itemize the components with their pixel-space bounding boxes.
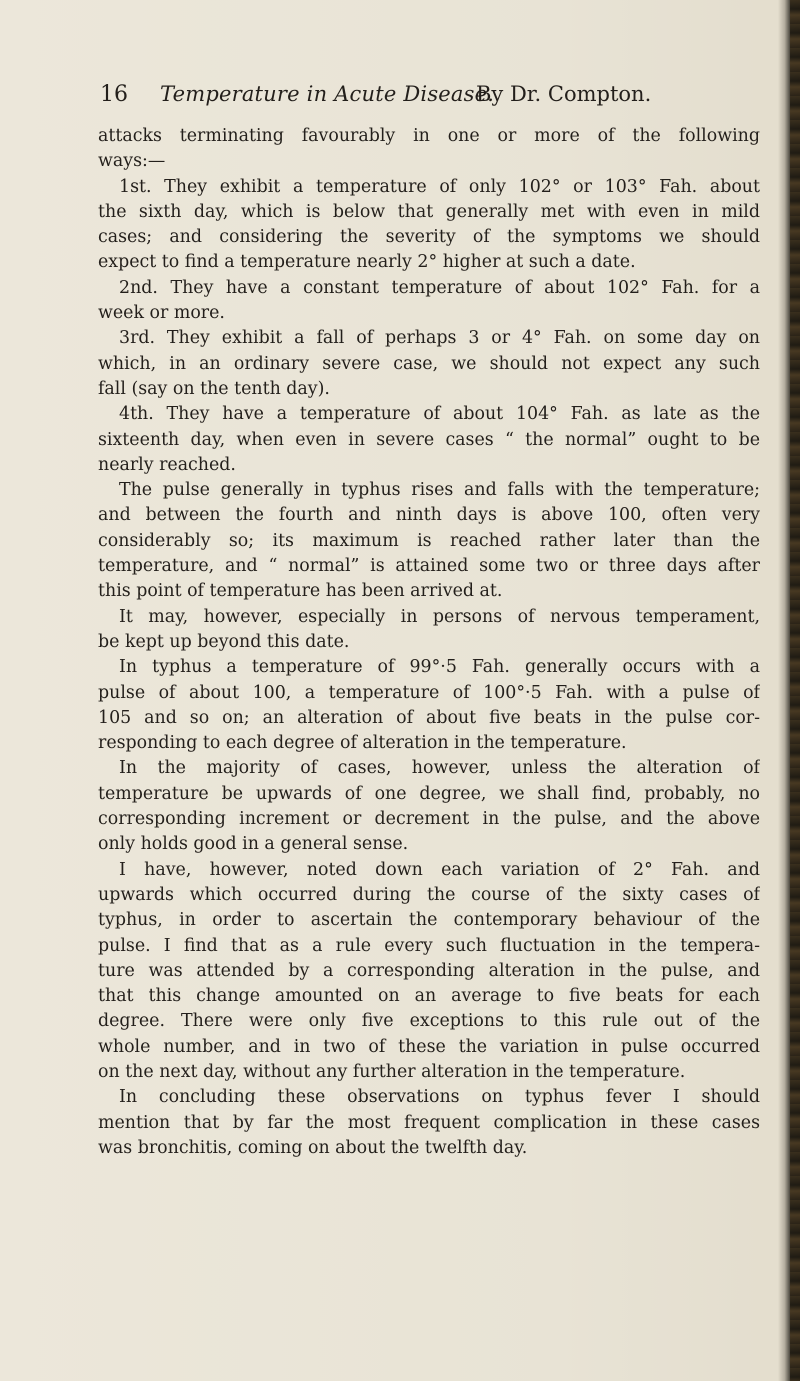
text-line: It may, however, especially in persons of nervous temperament, bbox=[119, 606, 760, 627]
text-line: In the majority of cases, however, unless the alteration of bbox=[119, 758, 760, 779]
text-line: I have, however, noted down each variation of 2° Fah. and bbox=[119, 859, 760, 880]
text-line: considerably so; its maximum is reached rather later than the bbox=[98, 530, 760, 551]
text-line: The pulse generally in typhus rises and falls with the temperature; bbox=[119, 480, 760, 501]
text-line: whole number, and in two of these the variation in pulse occurred bbox=[98, 1036, 760, 1057]
page-binding-edge bbox=[778, 0, 800, 1381]
text-line: on the next day, without any further alteration in the temperature. bbox=[98, 1061, 686, 1082]
text-line: mention that by far the most frequent complication in these cases bbox=[98, 1112, 760, 1133]
text-line: was bronchitis, coming on about the twelfth day. bbox=[98, 1137, 528, 1158]
text-line: pulse. I find that as a rule every such fluctuation in the tempera- bbox=[98, 935, 760, 956]
text-line: 105 and so on; an alteration of about five beats in the pulse cor- bbox=[98, 707, 760, 728]
page-number: 16 bbox=[100, 82, 128, 107]
text-line: In concluding these observations on typhus fever I should bbox=[119, 1087, 760, 1108]
text-line: 3rd. They exhibit a fall of perhaps 3 or 4° Fah. on some day on bbox=[119, 328, 760, 349]
text-line: upwards which occurred during the course of the sixty cases of bbox=[98, 884, 760, 905]
page-header bbox=[100, 82, 740, 122]
text-line: and between the fourth and ninth days is above 100, often very bbox=[98, 505, 760, 526]
text-line: fall (say on the tenth day). bbox=[98, 378, 330, 399]
text-line: responding to each degree of alteration in the temperature. bbox=[98, 733, 627, 754]
body-text bbox=[98, 124, 760, 1161]
text-line: temperature, and “ normal” is attained some two or three days after bbox=[98, 556, 760, 577]
text-line: week or more. bbox=[98, 303, 225, 324]
text-line: the sixth day, which is below that generally met with even in mild bbox=[98, 201, 760, 222]
running-author: By Dr. Compton. bbox=[476, 82, 652, 106]
text-line: that this change amounted on an average to five beats for each bbox=[98, 986, 760, 1007]
text-line: degree. There were only five exceptions to this rule out of the bbox=[98, 1011, 760, 1032]
text-line: ture was attended by a corresponding alteration in the pulse, and bbox=[98, 960, 760, 981]
text-line: temperature be upwards of one degree, we shall find, probably, no bbox=[98, 783, 760, 804]
text-line: 4th. They have a temperature of about 104° Fah. as late as the bbox=[119, 404, 760, 425]
text-line: pulse of about 100, a temperature of 100°·5 Fah. with a pulse of bbox=[98, 682, 760, 703]
text-line: corresponding increment or decrement in the pulse, and the above bbox=[98, 809, 760, 830]
text-line: attacks terminating favourably in one or more of the following bbox=[98, 126, 760, 146]
text-line: be kept up beyond this date. bbox=[98, 631, 350, 652]
text-line: cases; and considering the severity of the symptoms we should bbox=[98, 227, 760, 248]
text-line: In typhus a temperature of 99°·5 Fah. generally occurs with a bbox=[119, 657, 760, 678]
text-line: this point of temperature has been arrived at. bbox=[98, 581, 503, 602]
text-line: 1st. They exhibit a temperature of only 102° or 103° Fah. about bbox=[119, 176, 760, 197]
text-line: 2nd. They have a constant temperature of about 102° Fah. for a bbox=[119, 277, 760, 298]
text-line: expect to find a temperature nearly 2° higher at such a date. bbox=[98, 252, 636, 273]
text-line: ways:— bbox=[98, 151, 166, 172]
running-title: Temperature in Acute Disease. bbox=[160, 82, 495, 106]
text-line: nearly reached. bbox=[98, 454, 236, 475]
text-line: only holds good in a general sense. bbox=[98, 834, 409, 855]
text-line: sixteenth day, when even in severe cases “ the normal” ought to be bbox=[98, 429, 760, 450]
text-line: typhus, in order to ascertain the contemporary behaviour of the bbox=[98, 910, 760, 931]
text-line: which, in an ordinary severe case, we should not expect any such bbox=[98, 353, 760, 374]
